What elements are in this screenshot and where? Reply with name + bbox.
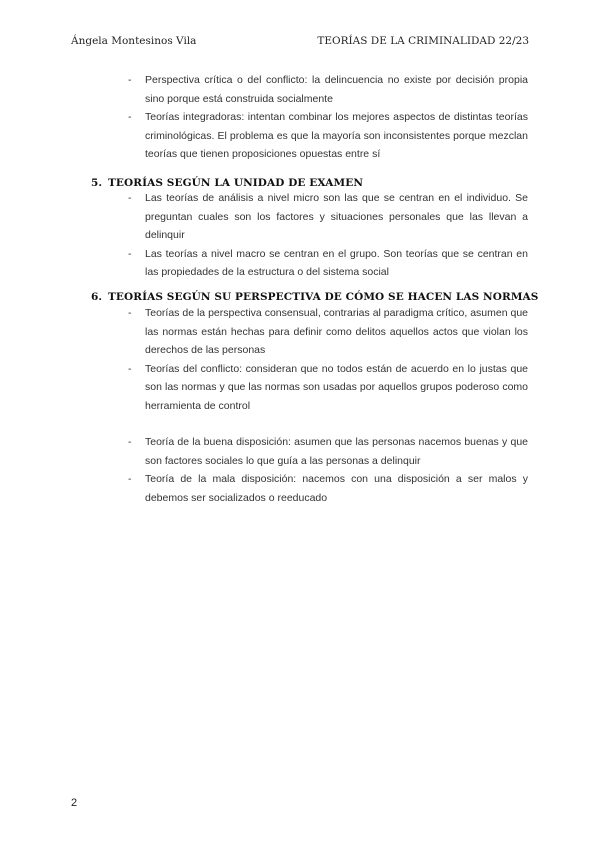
page-number: 2 xyxy=(71,797,78,809)
section-6-bullet-list xyxy=(128,304,528,507)
section-5-bullet-list xyxy=(128,189,528,282)
list-item: - Teoría de la buena disposición: asumen que las personas nacemos buenas y que son factores sociales lo que guía a las personas a delinquir xyxy=(128,433,528,470)
page-header xyxy=(71,35,529,51)
list-item: - Las teorías de análisis a nivel micro son las que se centran en el individuo. Se preguntan cuales son los factores y situaciones personales que las llevan a delinquir xyxy=(128,189,528,245)
section-6-number: 6. xyxy=(91,291,103,303)
section-5-title: TEORÍAS SEGÚN LA UNIDAD DE EXAMEN xyxy=(108,177,364,189)
list-item: - Teoría de la mala disposición: nacemos con una disposición a ser malos y debemos ser socializados o reeducado xyxy=(128,470,528,507)
list-item: - Perspectiva crítica o del conflicto: la delincuencia no existe por decisión propia sino porque está construida socialmente xyxy=(128,71,528,108)
header-author: Ángela Montesinos Vila xyxy=(71,35,197,47)
intro-bullet-list xyxy=(128,71,528,164)
section-6-title: TEORÍAS SEGÚN SU PERSPECTIVA DE CÓMO SE HACEN LAS NORMAS xyxy=(108,291,539,303)
list-item: - Teorías integradoras: intentan combinar los mejores aspectos de distintas teorías criminológicas. El problema es que la mayoría son inconsistentes porque mezclan teorías que tienen proposiciones opuestas entre sí xyxy=(128,108,528,164)
section-5-number: 5. xyxy=(91,177,103,189)
list-item: - Las teorías a nivel macro se centran en el grupo. Son teorías que se centran en las propiedades de la estructura o del sistema social xyxy=(128,245,528,282)
header-course-title: TEORÍAS DE LA CRIMINALIDAD 22/23 xyxy=(317,35,529,47)
list-item: - Teorías del conflicto: consideran que no todos están de acuerdo en lo justas que son las normas y que las normas son usadas por aquellos grupos poderoso como herramienta de control xyxy=(128,360,528,416)
section-5-heading xyxy=(91,177,363,189)
list-item: - Teorías de la perspectiva consensual, contrarias al paradigma crítico, asumen que las normas están hechas para definir como delitos aquellos actos que violan los derechos de las personas xyxy=(128,304,528,360)
section-6-heading xyxy=(91,291,538,303)
